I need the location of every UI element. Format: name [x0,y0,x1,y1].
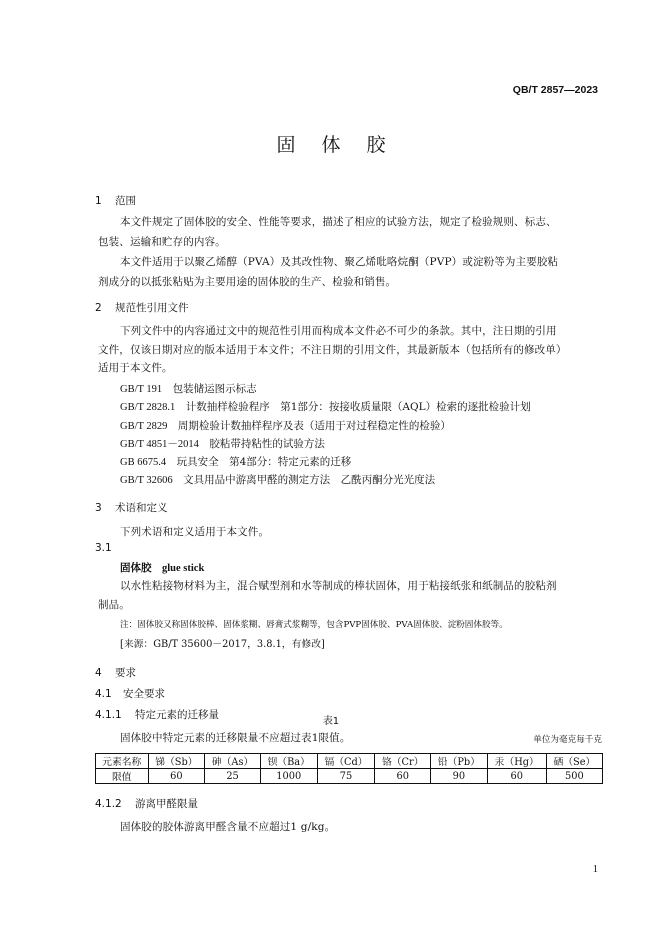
table-cell: 500 [546,769,602,784]
table-header-cell: 砷（As） [205,754,261,769]
standard-code: QB/T 2857—2023 [512,84,598,96]
reference-title: 胶粘带持粘性的试验方法 [209,438,325,450]
reference-item [120,454,351,469]
section-4-heading [95,665,136,680]
table-cell: 60 [487,769,546,784]
subsection-number: 4.1.2 [95,798,122,810]
term-number: 3.1 [95,542,112,554]
section-title: 要求 [115,667,136,679]
term-entry [120,560,204,575]
reference-title: 计数抽样检验程序 第1部分：按接收质量限（AQL）检索的逐批检验计划 [185,401,531,413]
table-cell: 限值 [96,769,149,784]
section-title: 术语和定义 [115,502,168,514]
section-number: 1 [95,195,102,207]
subsection-number: 4.1 [95,688,112,700]
reference-title: 玩具安全 第4部分：特定元素的迁移 [176,456,352,468]
reference-item [120,436,325,451]
term-english: glue stick [162,563,205,574]
reference-item [120,418,451,433]
subsection-4-1-heading [95,686,165,701]
paragraph-line: 适用于本文件。 [98,362,173,374]
section-2-heading [95,300,189,315]
section-3-heading [95,500,168,515]
table-unit: 单位为毫克每千克 [533,735,602,745]
paragraph-line: 文件，仅该日期对应的版本适用于本文件；不注日期的引用文件，其最新版本（包括所有的修改单） [98,344,567,356]
table-cell: 75 [317,769,375,784]
section-number: 3 [95,502,102,514]
section-title: 规范性引用文件 [115,302,189,314]
paragraph-line: 下列文件中的内容通过文中的规范性引用而构成本文件必不可少的条款。其中，注日期的引用 [120,325,557,337]
subsection-number: 4.1.1 [95,709,122,721]
table-cell: 25 [205,769,261,784]
table-header-cell: 元素名称 [96,754,149,769]
term-chinese: 固体胶 [120,562,152,574]
reference-code: GB/T 4851－2014 [120,439,199,450]
table-row [96,769,603,784]
paragraph-line: 固体胶中特定元素的迁移限量不应超过表1限值。 [120,732,351,744]
table-cell: 1000 [260,769,317,784]
reference-code: GB 6675.4 [120,457,167,468]
reference-item [120,381,257,396]
table-header-cell: 铅（Pb） [431,754,488,769]
reference-code: GB/T 2829 [120,421,168,432]
table-header-cell: 硒（Se） [546,754,602,769]
definition-line: 以水性粘接物材料为主，混合赋型剂和水等制成的棒状固体，用于粘接纸张和纸制品的胶粘剂 [120,580,557,592]
paragraph-line: 包装、运输和贮存的内容。 [98,236,226,248]
section-1-heading [95,193,136,208]
reference-item [120,399,531,414]
reference-title: 文具用品中游离甲醛的测定方法 乙酰丙酮分光光度法 [183,474,436,486]
term-source: [来源：GB/T 35600－2017，3.8.1，有修改] [120,639,325,650]
document-title: 固 体 胶 [276,134,396,156]
term-note: 注：固体胶又称固体胶棒、固体浆糊、唇膏式浆糊等，包含PVP固体胶、PVA固体胶、淀粉固体胶等。 [120,620,508,630]
reference-code: GB/T 2828.1 [120,402,176,413]
section-number: 4 [95,667,102,679]
reference-code: GB/T 191 [120,384,163,395]
table-cell: 60 [375,769,431,784]
paragraph-line: 本文件适用于以聚乙烯醇（PVA）及其改性物、聚乙烯吡咯烷酮（PVP）或淀粉等为主要胶粘 [120,256,559,268]
table-header-row [96,754,603,769]
paragraph-line: 固体胶的胶体游离甲醛含量不应超过1 g/kg。 [120,821,336,833]
table-header-cell: 锑（Sb） [148,754,205,769]
section-title: 范围 [115,195,136,207]
subsection-title: 游离甲醛限量 [135,798,198,810]
paragraph-line: 下列术语和定义适用于本文件。 [120,526,270,538]
paragraph-line: 剂成分的以抵张粘贴为主要用途的固体胶的生产、检验和销售。 [98,276,397,288]
reference-item [120,472,435,487]
subsection-title: 安全要求 [123,688,165,700]
table-header-cell: 汞（Hg） [487,754,546,769]
limits-table [95,753,603,784]
subsection-4-1-2-heading [95,796,198,811]
table-cell: 90 [431,769,488,784]
page-number: 1 [592,864,598,875]
table-header-cell: 铬（Cr） [375,754,431,769]
table-cell: 60 [148,769,205,784]
table-caption: 表1 [322,716,340,727]
table-header-cell: 钡（Ba） [260,754,317,769]
reference-code: GB/T 32606 [120,475,173,486]
paragraph-line: 本文件规定了固体胶的安全、性能等要求，描述了相应的试验方法，规定了检验规则、标志、 [120,216,557,228]
reference-title: 周期检验计数抽样程序及表（适用于对过程稳定性的检验） [177,420,451,432]
definition-line: 制品。 [98,599,130,611]
reference-title: 包装储运图示标志 [172,383,257,395]
section-number: 2 [95,302,102,314]
subsection-title: 特定元素的迁移量 [135,709,219,721]
table-header-cell: 镉（Cd） [317,754,375,769]
